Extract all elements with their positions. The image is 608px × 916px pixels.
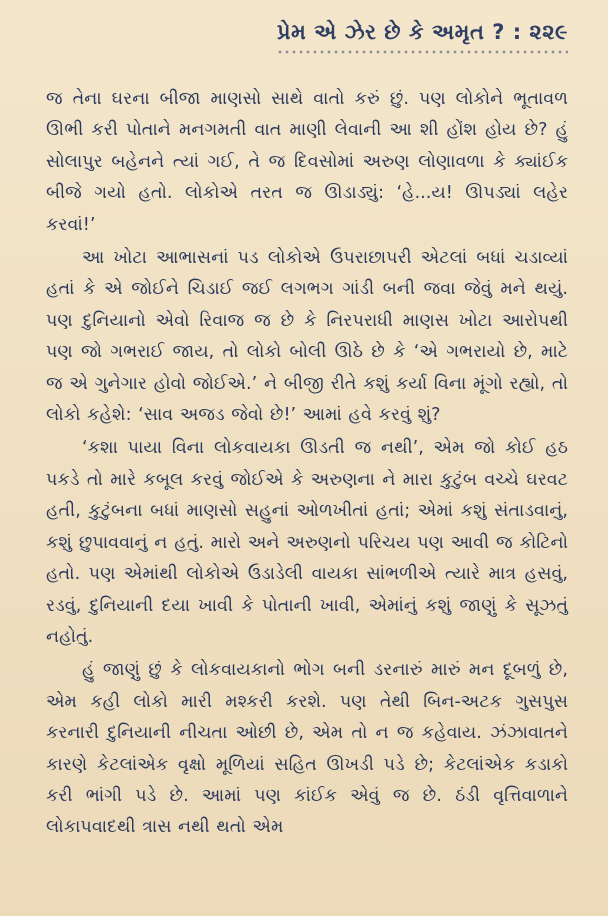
paragraph-2: આ ખોટા આભાસનાં પડ લોકોએ ઉપરાછાપરી એટલાં બધાં ચડાવ્યાં હતાં કે એ જોઈને ચિડાઈ જઈ લગભગ ગાંડી બની જવા જેવું મને થયું. પણ દુનિયાનો એવો રિવાજ જ છે કે નિરપરાધી માણસ ખોટા આરોપથી પણ જો ગભરાઈ જાય, તો લોકો બોલી ઊઠે છે કે ‘એ ગભરાયો છે, માટે જ એ ગુનેગાર હોવો જોઈએ.’ ને બીજી રીતે કશું કર્યા વિના મૂંગો રહ્યો, તો લોકો કહેશે: ‘સાવ અજડ જેવો છે!’ આમાં હવે કરવું શું? <box>46 248 568 426</box>
header-ornamental-rule <box>277 49 568 55</box>
running-header <box>277 20 568 55</box>
running-title: પ્રેમ એ ઝેર છે કે અમૃત ? : ૨૨૯ <box>276 20 568 44</box>
paragraph-4: હું જાણું છું કે લોકવાયકાનો ભોગ બની ડરનારું મારું મન દૂબળું છે, એમ કહી લોકો મારી મશ્કરી કરશે. પણ તેથી બિન-અટક ગુસપુસ કરનારી દુનિયાની નીચતા ઓછી છે, એમ તો ન જ કહેવાય. ઝંઝાવાતને કારણે કેટલાંએક વૃક્ષો મૂળિયાં સહિત ઊખડી પડે છે; કેટલાંએક કડાકો કરી ભાંગી પડે છે. આમાં પણ કાંઈક એવું જ છે. ઠંડી વૃત્તિવાળાને લોકાપવાદથી ત્રાસ નથી થતો એમ <box>46 660 568 838</box>
paragraph-3: ‘કશા પાયા વિના લોકવાયકા ઊડતી જ નથી’, એમ જો કોઈ હઠ પકડે તો મારે કબૂલ કરવું જોઈએ કે અરુણના ને મારા કુટુંબ વચ્ચે ઘરવટ હતી, કુટુંબના બધાં માણસો સહુનાં ઓળખીતાં હતાં; એમાં કશું સંતાડવાનું, કશું છુપાવવાનું ન હતું. મારો અને અરુણનો પરિચય પણ આવી જ કોટિનો હતો. પણ એમાંથી લોકોએ ઉડાડેલી વાયકા સાંભળીએ ત્યારે માત્ર હસવું, રડવું, દુનિયાની દયા ખાવી કે પોતાની ખાવી, એમાંનું કશું જાણું કે સૂઝતું નહોતું. <box>46 438 568 647</box>
paragraph-1: જ તેના ઘરના બીજા માણસો સાથે વાતો કરું છું. પણ લોકોને ભૂતાવળ ઊભી કરી પોતાને મનગમતી વાત માણી લેવાની આ શી હોંશ હોય છે? હું સોલાપુર બહેનને ત્યાં ગઈ, તે જ દિવસોમાં અરુણ લોણાવળા કે ક્યાંઈક બીજે ગયો હતો. લોકોએ તરત જ ઊડાડ્યું: ‘હે...ય! ઊપડ્યાં લહેર કરવાં!’ <box>46 89 568 235</box>
body-text <box>46 84 568 846</box>
